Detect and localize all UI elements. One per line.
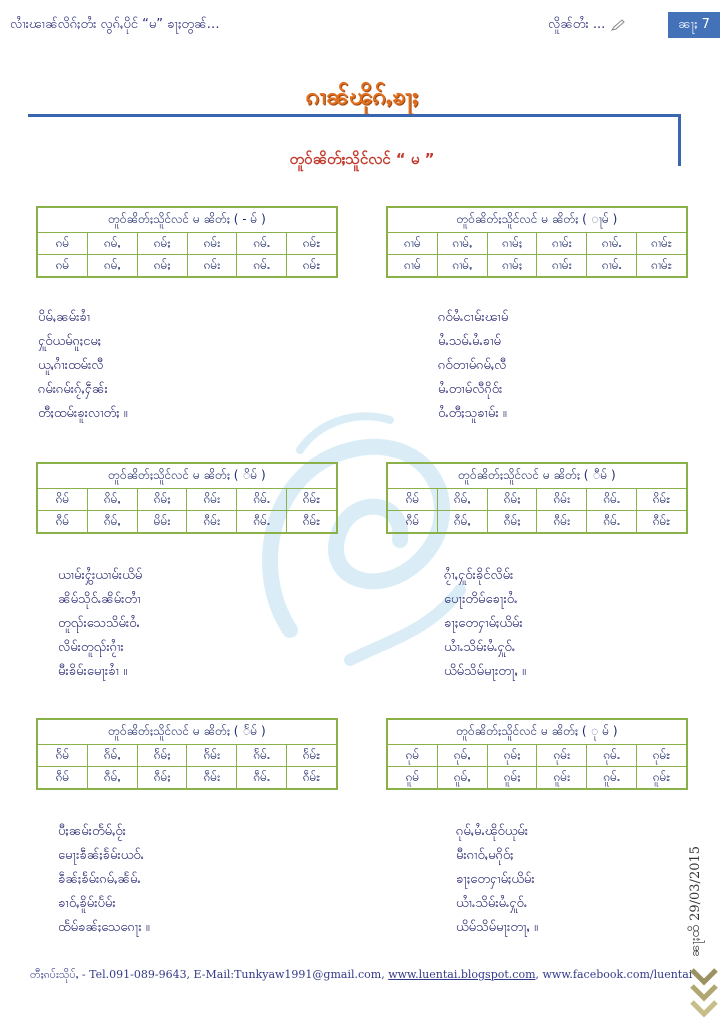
lesson-table-title: တူဝ်ၼိတ်ႈသိူင်လင် မ ၼိတ်ႈ ( ိမ် ) [37,463,337,489]
table-cell: ၵမ်ႈ [137,233,187,255]
table-cell: ၵုမ်ႇ [437,745,487,767]
table-cell: ၵုမ်ႊ [637,745,687,767]
table-cell: ၵဵမ်း [187,767,237,790]
poem-line: ၶၢဝ်ႇၶိူမ်းပႅမ်း [58,896,116,911]
table-cell: ၵီမ်ႊ [287,511,337,534]
table-cell: ၵမ်ႉ [237,255,287,278]
poem-line: ၼိမ်သိုဝ်ႉၼိမ်းတၢႆ [58,592,141,607]
lesson-table [36,206,338,278]
table-cell: ၵမ်ႊ [287,233,337,255]
poem-line: ပီႈၼမ်းတႅမ်ႇဝႂ်း [58,824,126,839]
poem-line: ထႅမ်ၶၼ်ႈသေၵေႃး ။ [58,920,150,935]
table-cell: ၵမ်ႇ [87,255,137,278]
blog-link[interactable]: www.luentai.blogspot.com [388,968,536,981]
table-cell: ၵမ်ႇ [87,233,137,255]
table-cell: ၵိမ်ႇ [87,489,137,511]
poem-line: ၵဝ်မႆႉငၢမ်းၽၢမ် [438,310,509,325]
table-cell: ၵဵမ်ႉ [237,767,287,790]
table-cell: ၵၢမ်ႈ [487,233,537,255]
table-cell: ၵီမ်ႇ [87,511,137,534]
poem-line: ၶႃႈတေႁၢမ်ႈယိမ်း [456,872,535,887]
poem-line: ယိမ်သိမ်မႃးတႃႇ ။ [456,920,538,935]
table-cell: ၵႅမ်ႊ [287,745,337,767]
poem-line: ၵဝ်တၢမ်ၵမ်ႇလီ [438,358,507,373]
poem-block [38,306,128,426]
section-title: တူဝ်ၼိတ်ႈသိူင်လင် “ မ ” [289,150,435,168]
poem-line: မႆႉသမ်ႉမႆႉၶၢမ် [438,334,501,349]
table-cell: ၵမ်ႉ [237,233,287,255]
table-cell: ၵၢမ်ႇ [437,233,487,255]
poem-block [438,306,508,426]
table-cell: ၵူမ်ႉ [587,767,637,790]
table-cell: ၵိမ်ႈ [487,489,537,511]
table-cell: ၵုမ်း [537,745,587,767]
table-cell: ၵီမ်ႉ [587,511,637,534]
table-cell: ၵူမ်ႈ [487,767,537,790]
table-cell: ၵၢမ်ႇ [437,255,487,278]
poem-block [456,820,538,940]
table-cell: ၵူမ်ႇ [437,767,487,790]
table-cell: ၵၢမ်ႉ [587,233,637,255]
page-title: ၵၢၼ်ၽိုၵ်ႇၶႃႈ [305,82,419,110]
poem-block [58,564,142,684]
table-cell: ၵူမ် [387,767,437,790]
footer-contact [30,968,693,984]
poem-line: ယူႇၵၢႆးထမ်းလီ [38,358,104,373]
table-cell: ၵီမ်ႇ [437,511,487,534]
poem-line: တူၺ်းသေသိမ်းဝႆႉ [58,616,140,631]
poem-line: ပေႃးတိမ်ၶေႃးဝႆႉ [444,592,518,607]
lesson-table [36,718,338,790]
table-cell: ၵဵမ်ႈ [137,767,187,790]
table-cell: ၵူမ်ႊ [637,767,687,790]
table-cell: ၵႅမ် [37,745,87,767]
table-cell: ၵီမ်း [187,511,237,534]
header-right-text: လိူၼ်တႆး ... [548,17,606,32]
table-cell: ၵၢမ် [387,255,437,278]
header-right-label [548,16,625,35]
table-cell: ၵၢမ် [387,233,437,255]
poem-line: မီးၶိမ်းမေႃးၶၢႆ ။ [58,664,128,679]
table-cell: ၵိမ် [387,489,437,511]
table-cell: ၵီမ် [387,511,437,534]
table-cell: ၵဵမ် [37,767,87,790]
footer-prefix: တီႈၵပ်းသိုပ်ႇ - Tel.091-089-9643, E-Mail:Tunkyaw1991@gmail.com, [30,968,389,981]
facebook-link[interactable]: , www.facebook.com/luentai [535,968,693,981]
table-cell: ၵမ်း [187,255,237,278]
lesson-table-title: တူဝ်ၼိတ်ႈသိူင်လင် မ ၼိတ်ႈ ( ႃမ် ) [387,207,687,233]
table-cell: ၵၢမ်ႊ [637,255,687,278]
table-cell: ၵဵမ်ႇ [87,767,137,790]
poem-line: ယၢႆႉသိမ်းမႆႉႁူဝ်ႉ [444,640,516,655]
table-cell: ၵိမ်ႉ [587,489,637,511]
poem-line: မီးၵၢဝ်ႇမၵိုဝ်ႈ [456,848,514,863]
poem-line: ႁူဝ်ယမ်ၵူႈငမႈ [38,334,102,349]
poem-line: ပိမ်ႇၼမ်းၶၢႆ [38,310,91,325]
table-cell: ၵီမ်း [537,511,587,534]
table-cell: ၵုမ်ႉ [587,745,637,767]
lesson-table [386,462,688,534]
table-cell: ၵၢမ်ႉ [587,255,637,278]
table-cell: ၵမ်း [187,233,237,255]
lesson-table-title: တူဝ်ၼိတ်ႈသိူင်လင် မ ၼိတ်ႈ ( ႅမ် ) [37,719,337,745]
chevron-down-icon [688,966,720,1020]
lesson-table-title: တူဝ်ၼိတ်ႈသိူင်လင် မ ၼိတ်ႈ ( - မ် ) [37,207,337,233]
table-cell: ၵႅမ်း [187,745,237,767]
table-cell: ၵမ် [37,233,87,255]
table-cell: ၵိမ်ႈ [137,489,187,511]
table-cell: ၵီမ်ႊ [637,511,687,534]
table-cell: ၵၢမ်ႊ [637,233,687,255]
poem-line: ၵႂၢႆႇႁူဝ်းၶိုင်လိမ်း [444,568,514,583]
poem-block [58,820,150,940]
side-date [686,826,708,976]
poem-line: ၵုမ်ႇမႆႉၽိုဝ်ယုမ်း [456,824,529,839]
table-cell: ၵီမ်ႉ [237,511,287,534]
table-cell: ၵၢမ်း [537,233,587,255]
poem-line: တီႈထမ်းၶူးလၢတ်ႈ ။ [38,406,128,421]
table-cell: ၵဵမ်ႊ [287,767,337,790]
table-cell: ၵိမ်ႊ [637,489,687,511]
table-cell: ၵႅမ်ႇ [87,745,137,767]
poem-line: ၵမ်းၵမ်းၵႂ်ႇႁဵၼ်း [38,382,108,397]
table-cell: ၵိမ်ႊ [287,489,337,511]
poem-line: ဝႆႉတီႈသူၶၢမ်း ။ [438,406,507,421]
poem-line: မေႃးၶဵၼ်ႈၶႅမ်းယဝ်ႉ [58,848,144,863]
table-cell: ၵုမ် [387,745,437,767]
table-cell: မိမ်း [137,511,187,534]
page-badge: ၼႃႈ 7 [668,12,720,38]
table-cell: ၵီမ်ႈ [487,511,537,534]
lesson-table [386,718,688,790]
lesson-table-title: တူဝ်ၼိတ်ႈသိူင်လင် မ ၼိတ်ႈ ( ီမ် ) [387,463,687,489]
title-divider [28,114,680,117]
table-cell: ၵၢမ်း [537,255,587,278]
lesson-table [36,462,338,534]
table-cell: ၵုမ်ႈ [487,745,537,767]
table-cell: ၵိမ်း [187,489,237,511]
lesson-table-title: တူဝ်ၼိတ်ႈသိူင်လင် မ ၼိတ်ႈ ( ု မ် ) [387,719,687,745]
table-cell: ၵိမ်ႇ [437,489,487,511]
table-cell: ၵိမ်း [537,489,587,511]
table-cell: ၵၢမ်ႈ [487,255,537,278]
table-cell: ၵမ် [37,255,87,278]
table-cell: ၵႅမ်ႈ [137,745,187,767]
side-date-text: ၼႃႈထိ 29/03/2015 [688,845,704,957]
table-cell: ၵမ်ႊ [287,255,337,278]
poem-line: ယၢမ်းႁွႆးယၢမ်းယိမ် [58,568,143,583]
header-left-title: လၢႆးၽၢၼ်လိၵ်ႈတႆး လွၵ်ႇပိုင် “မ” ၶႃႈတွၼ်… [10,17,220,32]
poem-line: ယိမ်သိမ်မႃးတႃႇ ။ [444,664,526,679]
table-cell: ၵိမ် [37,489,87,511]
table-cell: ၵမ်ႈ [137,255,187,278]
poem-block [444,564,526,684]
table-cell: ၵီမ် [37,511,87,534]
table-cell: ၵႅမ်ႉ [237,745,287,767]
poem-line: မႆႉတၢမ်လီၵိုဝ်း [438,382,503,397]
pen-icon [611,19,625,31]
table-cell: ၵူမ်း [537,767,587,790]
poem-line: ယၢႆႉသိမ်းမႆႉႁူဝ်ႉ [456,896,528,911]
poem-line: လိမ်းတူၺ်းၵႂၢႆး [58,640,124,655]
poem-line: ၶႃႈတေႁၢမ်ႈယိမ်း [444,616,523,631]
lesson-table [386,206,688,278]
poem-line: ၶဵၼ်ႈၶႅမ်းၵမ်ႇၼႅမ်ႉ [58,872,141,887]
table-cell: ၵိမ်ႉ [237,489,287,511]
